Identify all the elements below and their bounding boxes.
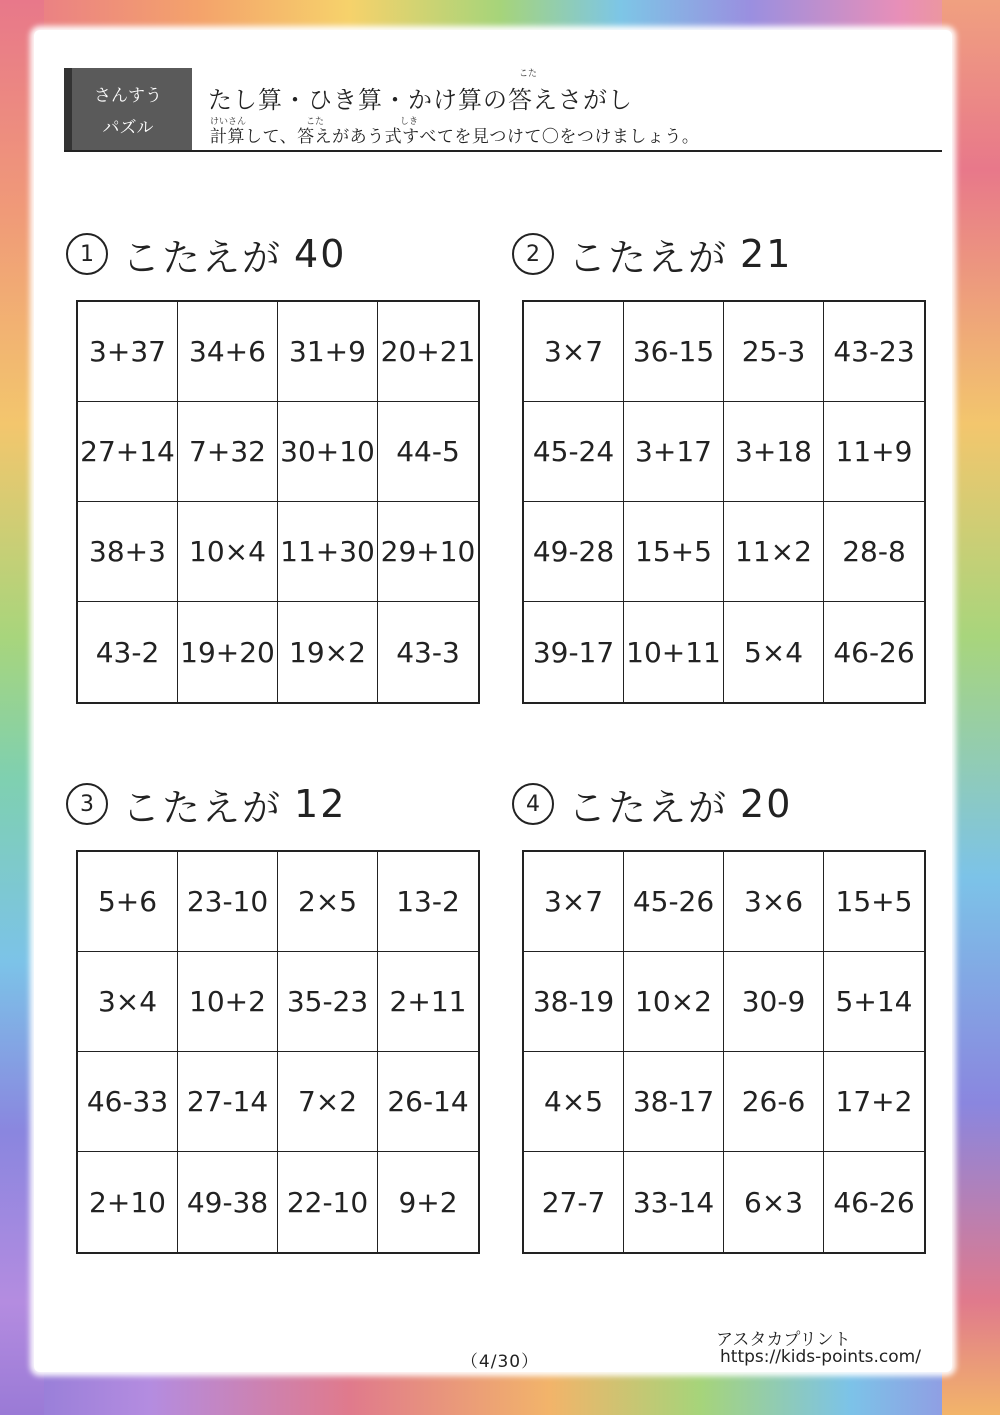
subtitle-ruby-kota: こた [306, 117, 325, 127]
expression-cell[interactable]: 3×7 [524, 852, 624, 952]
puzzle-number-badge: 3 [66, 783, 108, 825]
puzzle-label: こたえが [568, 235, 729, 280]
expression-cell[interactable]: 23-10 [178, 852, 278, 952]
expression-cell[interactable]: 38+3 [78, 502, 178, 602]
puzzle-label: こたえが [122, 235, 283, 280]
expression-cell[interactable]: 28-8 [824, 502, 924, 602]
expression-cell[interactable]: 30-9 [724, 952, 824, 1052]
expression-cell[interactable]: 49-38 [178, 1152, 278, 1252]
expression-grid [522, 300, 926, 704]
expression-cell[interactable]: 20+21 [378, 302, 478, 402]
expression-cell[interactable]: 46-33 [78, 1052, 178, 1152]
expression-cell[interactable]: 45-26 [624, 852, 724, 952]
expression-cell[interactable]: 49-28 [524, 502, 624, 602]
title-ruby: こた [519, 69, 538, 79]
puzzle-label: こたえが [568, 785, 729, 830]
expression-cell[interactable]: 3+18 [724, 402, 824, 502]
expression-grid [522, 850, 926, 1254]
expression-cell[interactable]: 3×6 [724, 852, 824, 952]
expression-cell[interactable]: 27-14 [178, 1052, 278, 1152]
expression-cell[interactable]: 9+2 [398, 1185, 458, 1219]
puzzle-target: 20 [740, 782, 793, 826]
subtitle-ruby-keisan: けいさん [210, 117, 247, 127]
expression-cell[interactable]: 43-23 [824, 302, 924, 402]
category-label [64, 68, 192, 152]
expression-cell[interactable]: 36-15 [624, 302, 724, 402]
expression-cell[interactable]: 31+9 [278, 302, 378, 402]
expression-cell[interactable]: 22-10 [278, 1152, 378, 1252]
puzzle-heading [512, 782, 793, 830]
expression-cell[interactable]: 2+11 [378, 952, 478, 1052]
expression-grid [76, 300, 480, 704]
expression-cell[interactable]: 27-7 [524, 1152, 624, 1252]
expression-cell[interactable]: 5×4 [724, 602, 824, 702]
expression-cell[interactable]: 46-26 [833, 1185, 915, 1219]
expression-cell[interactable]: 19×2 [278, 602, 378, 702]
expression-cell[interactable]: 46-26 [833, 635, 915, 669]
expression-cell[interactable]: 45-24 [524, 402, 624, 502]
puzzle-label: こたえが [122, 785, 283, 830]
expression-cell[interactable]: 34+6 [178, 302, 278, 402]
expression-cell[interactable]: 29+10 [378, 502, 478, 602]
expression-cell[interactable]: 26-6 [724, 1052, 824, 1152]
expression-cell[interactable]: 4×5 [524, 1052, 624, 1152]
expression-cell[interactable]: 13-2 [378, 852, 478, 952]
expression-cell[interactable]: 33-14 [624, 1152, 724, 1252]
site-url: https://kids-points.com/ [720, 1347, 921, 1367]
expression-cell[interactable]: 3+37 [78, 302, 178, 402]
puzzle-number-badge: 4 [512, 783, 554, 825]
puzzle-number-badge: 1 [66, 233, 108, 275]
subtitle-ruby-shiki: しき [400, 117, 419, 127]
brand-name: アスタカプリント [716, 1330, 851, 1350]
page-number: （4/30） [460, 1352, 540, 1372]
expression-cell[interactable]: 3+17 [624, 402, 724, 502]
expression-cell[interactable]: 19+20 [178, 602, 278, 702]
expression-cell[interactable]: 43-3 [396, 635, 460, 669]
expression-cell[interactable]: 5+14 [824, 952, 924, 1052]
expression-cell[interactable]: 17+2 [824, 1052, 924, 1152]
frame-bottom [0, 1371, 1000, 1415]
header-divider [64, 150, 942, 152]
expression-cell[interactable]: 6×3 [724, 1152, 824, 1252]
expression-cell[interactable]: 15+5 [624, 502, 724, 602]
expression-cell[interactable]: 5+6 [78, 852, 178, 952]
expression-cell[interactable]: 11+30 [278, 502, 378, 602]
expression-cell[interactable]: 27+14 [78, 402, 178, 502]
expression-cell[interactable]: 3×7 [524, 302, 624, 402]
category-label-line1: さんすう [94, 86, 162, 106]
expression-cell[interactable]: 35-23 [278, 952, 378, 1052]
expression-cell[interactable]: 11×2 [724, 502, 824, 602]
puzzle-target: 21 [740, 232, 793, 276]
puzzle-heading [512, 232, 793, 280]
expression-cell[interactable]: 15+5 [824, 852, 924, 952]
worksheet-instructions: 計算して、答えがあう式すべてを見つけて〇をつけましょう。 [210, 127, 700, 147]
expression-cell[interactable]: 38-17 [624, 1052, 724, 1152]
expression-cell[interactable]: 10+2 [178, 952, 278, 1052]
puzzle-heading [66, 232, 347, 280]
puzzle-heading [66, 782, 347, 830]
expression-cell[interactable]: 26-14 [378, 1052, 478, 1152]
expression-cell[interactable]: 10+11 [624, 602, 724, 702]
worksheet-title: たし算・ひき算・かけ算の答えさがし [208, 86, 633, 114]
expression-cell[interactable]: 3×4 [78, 952, 178, 1052]
category-label-line2: パズル [102, 118, 154, 138]
expression-cell[interactable]: 38-19 [524, 952, 624, 1052]
expression-cell[interactable]: 39-17 [524, 602, 624, 702]
expression-cell[interactable]: 2+10 [78, 1152, 178, 1252]
expression-cell[interactable]: 30+10 [278, 402, 378, 502]
expression-cell[interactable]: 10×4 [178, 502, 278, 602]
expression-cell[interactable]: 44-5 [378, 402, 478, 502]
puzzle-target: 12 [294, 782, 347, 826]
expression-cell[interactable]: 25-3 [724, 302, 824, 402]
expression-cell[interactable]: 7×2 [278, 1052, 378, 1152]
category-accent-bar [64, 68, 72, 152]
expression-cell[interactable]: 10×2 [624, 952, 724, 1052]
puzzle-number-badge: 2 [512, 233, 554, 275]
expression-cell[interactable]: 2×5 [278, 852, 378, 952]
expression-cell[interactable]: 43-2 [78, 602, 178, 702]
expression-cell[interactable]: 11+9 [824, 402, 924, 502]
puzzle-target: 40 [294, 232, 347, 276]
expression-cell[interactable]: 7+32 [178, 402, 278, 502]
expression-grid [76, 850, 480, 1254]
